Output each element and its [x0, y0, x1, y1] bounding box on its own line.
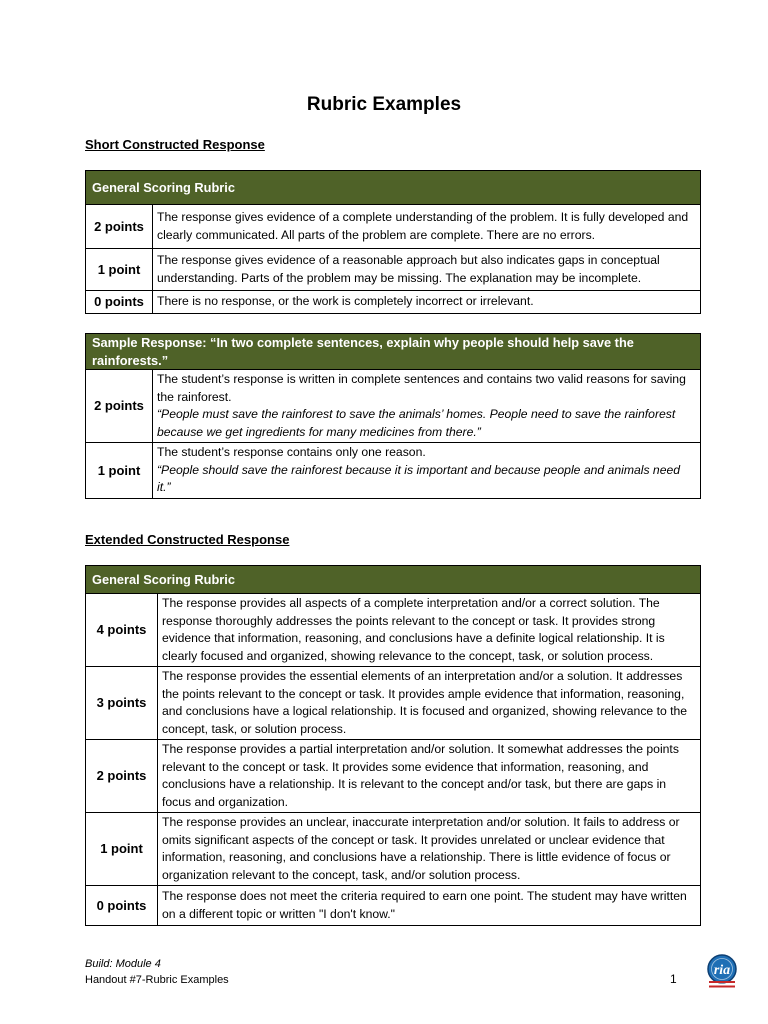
description-cell	[153, 443, 701, 499]
points-cell: 2 points	[86, 205, 153, 249]
footer-module: Build: Module 4	[85, 958, 161, 970]
description-cell: The response provides all aspects of a complete interpretation and/or a correct solution. The response thoroughly addresses the points relevant to the concept or task. It provides strong evidence that information, reasoning, and conclusions have a definite logical relationship. It is clearly focused and organized, showing relevance to the concept, task, or solution process.	[158, 594, 701, 667]
description-cell: There is no response, or the work is completely incorrect or irrelevant.	[153, 291, 701, 314]
table-row	[86, 443, 701, 499]
description-cell: The response provides the essential elements of an interpretation and/or a solution. It addresses the points relevant to the concept or task. It provides ample evidence that information, reasoning, and conclusions have a logical relationship. It is focused and organized, showing relevance to the concept, task, or solution process.	[158, 667, 701, 740]
sample-quote: “People must save the rainforest to save the animals’ homes. People need to save the rainforest because we get ingredients for many medicines from there.”	[157, 407, 676, 439]
table-row	[86, 249, 701, 291]
table-row	[86, 667, 701, 740]
table-row	[86, 813, 701, 886]
description-cell: The response does not meet the criteria required to earn one point. The student may have written on a different topic or written "I don't know."	[158, 886, 701, 926]
table-header-row	[86, 334, 701, 370]
points-cell: 1 point	[86, 443, 153, 499]
logo-text: ria	[713, 963, 731, 978]
page-number: 1	[670, 972, 677, 986]
table-row	[86, 594, 701, 667]
points-cell: 2 points	[86, 740, 158, 813]
points-cell: 3 points	[86, 667, 158, 740]
description-cell: The response gives evidence of a reasonable approach but also indicates gaps in conceptual understanding. Parts of the problem may be missing. The explanation may be incomplete.	[153, 249, 701, 291]
table-header-row	[86, 566, 701, 594]
table-row	[86, 740, 701, 813]
footer-handout: Handout #7-Rubric Examples	[85, 974, 229, 986]
sample-response-rubric-table	[85, 333, 701, 499]
points-cell: 0 points	[86, 886, 158, 926]
points-cell: 1 point	[86, 813, 158, 886]
table-row	[86, 291, 701, 314]
table-row	[86, 205, 701, 249]
response-criteria: The student’s response contains only one reason.	[157, 445, 426, 459]
description-cell: The response provides an unclear, inaccurate interpretation and/or solution. It fails to address or omits significant aspects of the concept or task. It provides unrelated or unclear evidence that information, reasoning, and conclusions have a relationship. There is little evidence of focus or organization relevant to the concept, task, and/or solution process.	[158, 813, 701, 886]
description-cell: The response provides a partial interpretation and/or solution. It somewhat addresses the points relevant to the concept or task. It provides some evidence that information, reasoning, and conclusions have a relationship. It is relevant to the concept and/or task, but there are gaps in focus and organization.	[158, 740, 701, 813]
description-cell: The response gives evidence of a complete understanding of the problem. It is fully developed and clearly communicated. All parts of the problem are complete. There are no errors.	[153, 205, 701, 249]
points-cell: 0 points	[86, 291, 153, 314]
description-cell	[153, 370, 701, 443]
page-title: Rubric Examples	[306, 94, 462, 115]
response-criteria: The student’s response is written in complete sentences and contains two valid reasons for saving the rainforest.	[157, 372, 686, 404]
table-header: Sample Response: “In two complete sentences, explain why people should help save the rainforests.”	[86, 334, 701, 370]
short-general-rubric-table	[85, 170, 701, 314]
footer	[85, 956, 229, 988]
table-row	[86, 886, 701, 926]
points-cell: 1 point	[86, 249, 153, 291]
table-header: General Scoring Rubric	[86, 171, 701, 205]
table-header-row	[86, 171, 701, 205]
table-row	[86, 370, 701, 443]
ria-logo-icon	[704, 953, 740, 989]
extended-response-heading: Extended Constructed Response	[85, 532, 290, 547]
sample-quote: “People should save the rainforest because it is important and because people and animals need it.”	[157, 462, 681, 494]
points-cell: 4 points	[86, 594, 158, 667]
short-response-heading: Short Constructed Response	[85, 137, 265, 152]
points-cell: 2 points	[86, 370, 153, 443]
extended-general-rubric-table	[85, 565, 701, 926]
table-header: General Scoring Rubric	[86, 566, 701, 594]
